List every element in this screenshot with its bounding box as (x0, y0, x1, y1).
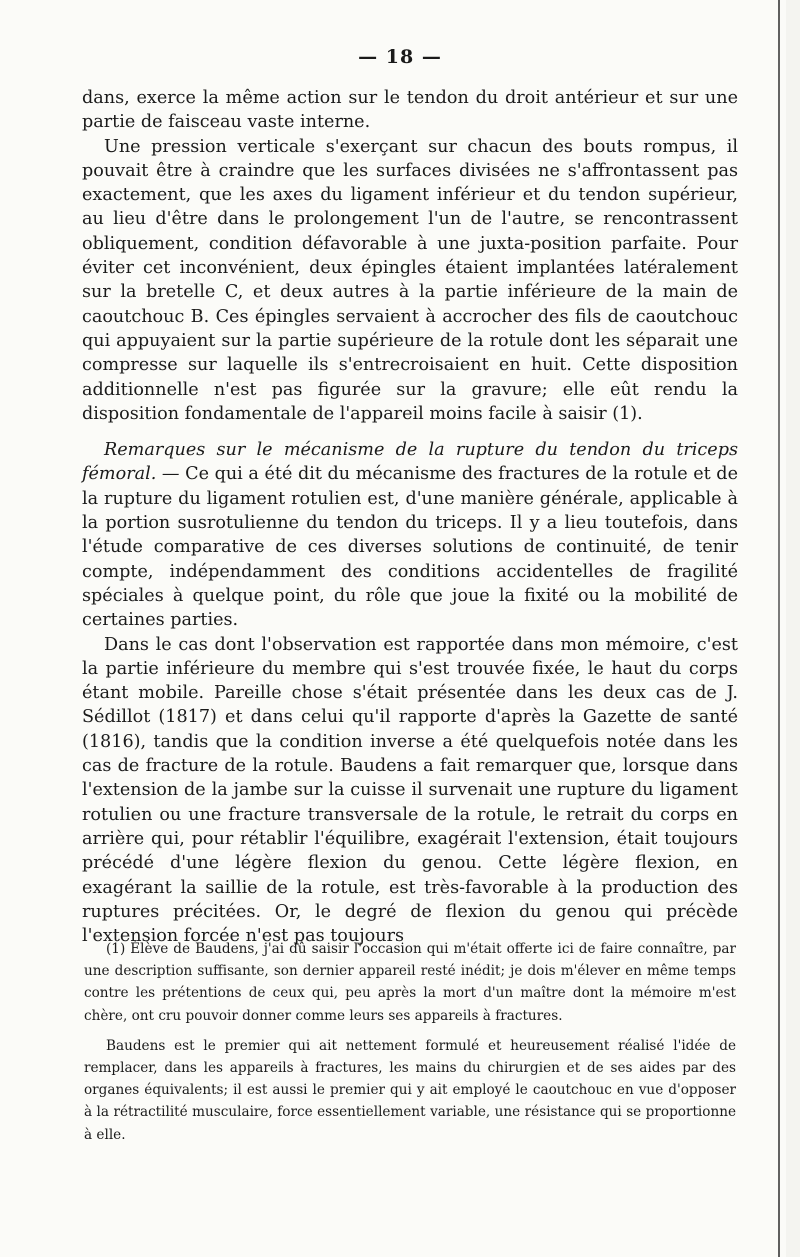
paragraph: Dans le cas dont l'observation est rapportée dans mon mémoire, c'est la partie inférieure du membre qui s'est trouvée fixée, le haut du corps étant mobile. Pareille chose s'était présentée dans les deux cas de J. Sédillot (1817) et dans celui qu'il rapporte d'après la Gazette de santé (1816), tandis que la condition inverse a été quelquefois notée dans les cas de fracture de la rotule. Baudens a fait remarquer que, lorsque dans l'extension de la jambe sur la cuisse il survenait une rupture du ligament rotulien ou une fracture transversale de la rotule, le retrait du corps en arrière qui, pour rétablir l'équilibre, exagérait l'extension, était toujours précédé d'une légère flexion du genou. Cette légère flexion, en exagérant la saillie de la rotule, est très-favorable à la production des ruptures précitées. Or, le degré de flexion du genou qui précède l'extension forcée n'est pas toujours (82, 634, 738, 947)
paragraph: dans, exerce la même action sur le tendon du droit antérieur et sur une partie de faisceau vaste interne. (82, 88, 738, 133)
section-paragraph (82, 438, 738, 632)
footnote: (1) Élève de Baudens, j'ai dû saisir l'occasion qui m'était offerte ici de faire connaître, par une description suffisante, son dernier appareil resté inédit; je dois m'élever en même temps contre les prétentions de ceux qui, peu après la mort d'un maître dont la mémoire m'est chère, ont cru pouvoir donner comme leurs ses appareils à fractures. (84, 941, 736, 1024)
page-edge-line (778, 0, 780, 1257)
paragraph: Une pression verticale s'exerçant sur chacun des bouts rompus, il pouvait être à craindre que les surfaces divisées ne s'affrontassent pas exactement, que les axes du ligament inférieur et du tendon supérieur, au lieu d'être dans le prolongement l'un de l'autre, se rencontrassent obliquement, condition défavorable à une juxta-position parfaite. Pour éviter cet inconvénient, deux épingles étaient implantées latéralement sur la bretelle C, et deux autres à la partie inférieure de la main de caoutchouc B. Ces épingles servaient à accrocher des fils de caoutchouc qui appuyaient sur la partie supérieure de la rotule dont les séparait une compresse sur laquelle ils s'entrecroisaient en huit. Cette disposition additionnelle n'est pas figurée sur la gravure; elle eût rendu la disposition fondamentale de l'appareil moins facile à saisir (1). (82, 136, 738, 424)
footnotes (84, 938, 736, 1146)
page-edge (786, 0, 800, 1257)
page-number: — 18 — (358, 46, 442, 68)
footnote: Baudens est le premier qui ait nettement formulé et heureusement réalisé l'idée de remplacer, dans les appareils à fractures, les mains du chirurgien et de ses aides par des organes équivalents; il est aussi le premier qui y ait employé le caoutchouc en vue d'opposer à la rétractilité musculaire, force essentiellement variable, une résistance qui se proportionne à elle. (84, 1037, 736, 1143)
section-body: Ce qui a été dit du mécanisme des fractures de la rotule et de la rupture du ligament rotulien est, d'une manière générale, applicable à la portion susrotulienne du tendon du triceps. Il y a lieu toutefois, dans l'étude comparative de ces diverses solutions de continuité, de tenir compte, indépendamment des conditions accidentelles de fragilité spéciales à quelque point, du rôle que joue la fixité ou la mobilité de certaines parties. (82, 464, 738, 631)
main-text (82, 86, 738, 948)
section-title: Remarques sur le mécanisme de la rupture du tendon du triceps fémoral. — (82, 440, 738, 485)
